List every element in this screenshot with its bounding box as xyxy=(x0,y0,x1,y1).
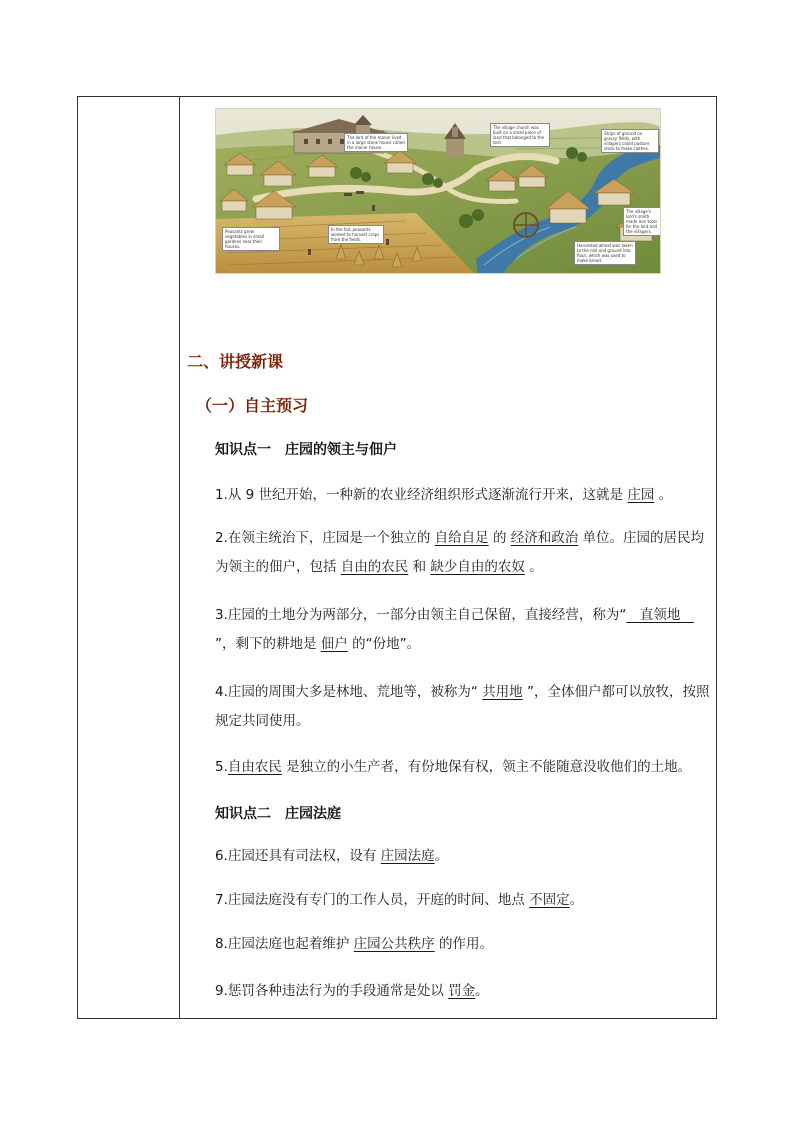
item-2-text-4: 和 xyxy=(408,559,431,575)
item-5 xyxy=(185,753,713,782)
item-2-text: 2.在领主统治下，庄园是一个独立的 xyxy=(215,530,435,546)
item-2-text-2: 的 xyxy=(488,530,511,546)
item-5-text-end: 是独立的小生产者，有份地保有权，领主不能随意没收他们的土地。 xyxy=(281,759,692,775)
item-6-text: 6.庄园还具有司法权，设有 xyxy=(215,848,381,864)
item-4-text: 4.庄园的周围大多是林地、荒地等，被称为“ xyxy=(215,684,483,700)
item-4-text-end: ”，全体佃户都可以放牧，按照规定共同使用。 xyxy=(215,684,710,729)
knowledge-point-1-label: 知识点一 xyxy=(215,442,271,458)
item-1-text: 1.从 9 世纪开始，一种新的农业经济组织形式逐渐流行开来，这就是 xyxy=(215,487,628,503)
manor-illustration xyxy=(215,108,661,274)
item-4-answer: 共用地 xyxy=(482,684,523,700)
item-6-text-end: 。 xyxy=(434,848,449,864)
knowledge-point-2-label: 知识点二 xyxy=(215,806,271,822)
lesson-table xyxy=(77,96,717,1019)
item-2-answer-2: 经济和政治 xyxy=(510,530,579,546)
item-3-text: 3.庄园的土地分为两部分，一部分由领主自己保留，直接经营，称为“ xyxy=(215,607,627,623)
item-8-answer: 庄园公共秩序 xyxy=(353,936,435,952)
item-3-text-2: ”，剩下的耕地是 xyxy=(215,636,321,652)
item-7-answer: 不固定 xyxy=(529,892,570,908)
item-1-text-end: 。 xyxy=(654,487,673,503)
item-5-answer: 自由农民 xyxy=(227,759,282,775)
item-9-answer: 罚金 xyxy=(448,983,476,999)
item-9-text: 9.惩罚各种违法行为的手段通常是处以 xyxy=(215,983,449,999)
caption-manor-house: The lord of the manor lived in a large stone house called the manor house. xyxy=(344,133,408,152)
item-6-answer: 庄园法庭 xyxy=(380,848,435,864)
knowledge-point-2-heading xyxy=(215,803,341,823)
caption-mill: Harvested wheat was taken to the mill and ground into flour, which was used to make bread. xyxy=(574,241,636,265)
caption-harvest: In the fall, peasants worked to harvest crops from the fields. xyxy=(328,225,384,244)
knowledge-point-1-title: 庄园的领主与佃户 xyxy=(285,442,397,458)
caption-village-church: The village church was built on a small piece of land that belonged to the lord. xyxy=(490,123,550,147)
item-8-text-end: 的作用。 xyxy=(434,936,493,952)
item-1-answer: 庄园 xyxy=(627,487,655,503)
item-3-text-end: 的“份地”。 xyxy=(347,636,421,652)
item-8 xyxy=(185,930,713,959)
item-2-answer-4: 缺少自由的农奴 xyxy=(430,559,525,575)
column-divider xyxy=(179,97,180,1018)
item-9-text-end: 。 xyxy=(475,983,489,999)
item-2-answer-1: 自给自足 xyxy=(434,530,489,546)
item-7-text-end: 。 xyxy=(569,892,584,908)
item-3-answer-2: 佃户 xyxy=(320,636,348,652)
caption-gardens: Peasants grew vegetables in small gardens near their houses. xyxy=(222,227,280,251)
item-8-text: 8.庄园法庭也起着维护 xyxy=(215,936,354,952)
caption-pasture: Strips of ground on grassy fields, with villagers could pasture stock to make clothes. xyxy=(601,129,659,153)
item-6 xyxy=(185,842,713,871)
item-9 xyxy=(185,977,713,1006)
item-2-text-end: 。 xyxy=(524,559,543,575)
item-7 xyxy=(185,886,713,915)
knowledge-point-2-title: 庄园法庭 xyxy=(285,806,341,822)
caption-smith: The village's lord's smith made iron tools for the lord and the villagers. xyxy=(623,207,661,236)
item-5-text: 5. xyxy=(215,759,228,775)
knowledge-point-1-heading xyxy=(215,439,397,459)
item-3-answer-1: 直领地 xyxy=(626,607,694,623)
item-4 xyxy=(185,678,713,736)
item-3 xyxy=(185,601,713,659)
item-2 xyxy=(185,524,713,582)
item-2-text-3: 单位。庄园的居民均为领主的佃户，包括 xyxy=(215,530,705,575)
subsection-title: （一）自主预习 xyxy=(196,396,309,415)
section-title: 二、讲授新课 xyxy=(187,352,284,371)
item-2-answer-3: 自由的农民 xyxy=(340,559,409,575)
item-7-text: 7.庄园法庭没有专门的工作人员，开庭的时间、地点 xyxy=(215,892,530,908)
item-1 xyxy=(185,481,713,510)
